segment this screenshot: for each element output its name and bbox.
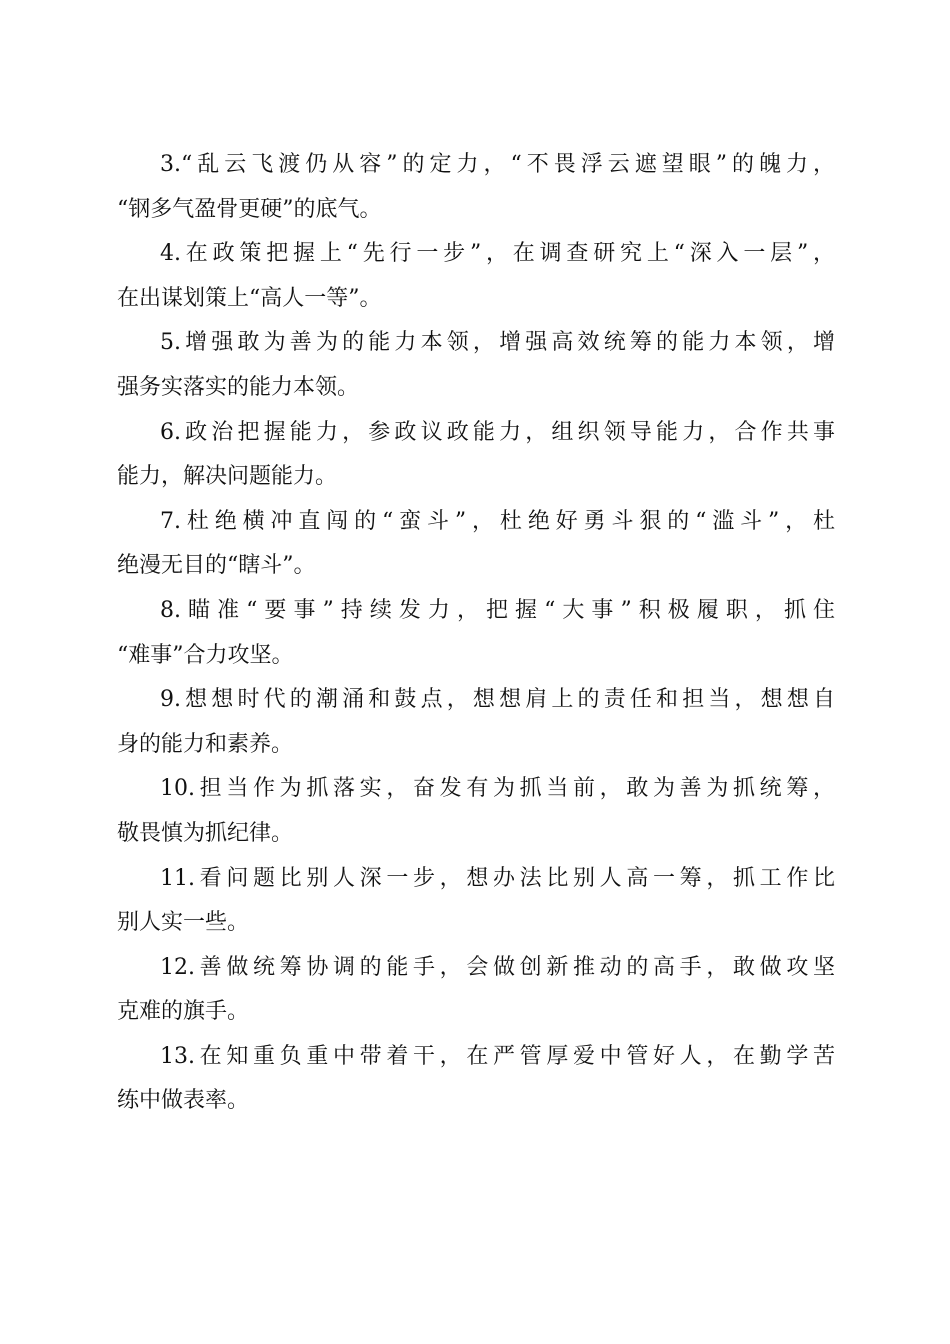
paragraph-line: 5.增强敢为善为的能力本领，增强高效统筹的能力本领，增 xyxy=(160,330,835,356)
paragraph-line: 身的能力和素养。 xyxy=(117,731,294,757)
paragraph-line: “难事”合力攻坚。 xyxy=(117,642,294,668)
list-item xyxy=(117,321,835,410)
paragraph-line: 6.政治把握能力，参政议政能力，组织领导能力，合作共事 xyxy=(160,419,835,445)
paragraph-line: 7.杜绝横冲直闯的“蛮斗”，杜绝好勇斗狠的“滥斗”，杜 xyxy=(160,508,835,534)
list-item xyxy=(117,946,835,1035)
paragraph-line: 敬畏慎为抓纪律。 xyxy=(117,820,294,846)
list-item xyxy=(117,1035,835,1124)
paragraph-line: 克难的旗手。 xyxy=(117,999,250,1025)
paragraph-line: 练中做表率。 xyxy=(117,1088,250,1114)
paragraph-line: 在出谋划策上“高人一等”。 xyxy=(117,285,382,311)
paragraph-line: 13.在知重负重中带着干，在严管厚爱中管好人，在勤学苦 xyxy=(160,1043,835,1069)
list-item xyxy=(117,857,835,946)
paragraph-line: 别人实一些。 xyxy=(117,910,250,936)
paragraph-line: 11.看问题比别人深一步，想办法比别人高一筹，抓工作比 xyxy=(160,865,835,891)
paragraph-line: 绝漫无目的“瞎斗”。 xyxy=(117,553,316,579)
paragraph-line: 10.担当作为抓落实，奋发有为抓当前，敢为善为抓统筹， xyxy=(160,776,835,802)
document-body xyxy=(117,143,835,1124)
paragraph-line: “钢多气盈骨更硬”的底气。 xyxy=(117,196,382,222)
list-item xyxy=(117,767,835,856)
list-item xyxy=(117,500,835,589)
list-item xyxy=(117,232,835,321)
list-item xyxy=(117,143,835,232)
paragraph-line: 能力，解决问题能力。 xyxy=(117,464,338,490)
paragraph-line: 8.瞄准“要事”持续发力，把握“大事”积极履职，抓住 xyxy=(160,597,835,623)
paragraph-line: 9.想想时代的潮涌和鼓点，想想肩上的责任和担当，想想自 xyxy=(160,687,835,713)
paragraph-line: 4.在政策把握上“先行一步”，在调查研究上“深入一层”， xyxy=(160,241,835,267)
paragraph-line: 3.“乱云飞渡仍从容”的定力，“不畏浮云遮望眼”的魄力， xyxy=(160,152,835,177)
paragraph-line: 12.善做统筹协调的能手，会做创新推动的高手，敢做攻坚 xyxy=(160,954,835,980)
list-item xyxy=(117,678,835,767)
list-item xyxy=(117,589,835,678)
list-item xyxy=(117,411,835,500)
paragraph-line: 强务实落实的能力本领。 xyxy=(117,374,360,400)
